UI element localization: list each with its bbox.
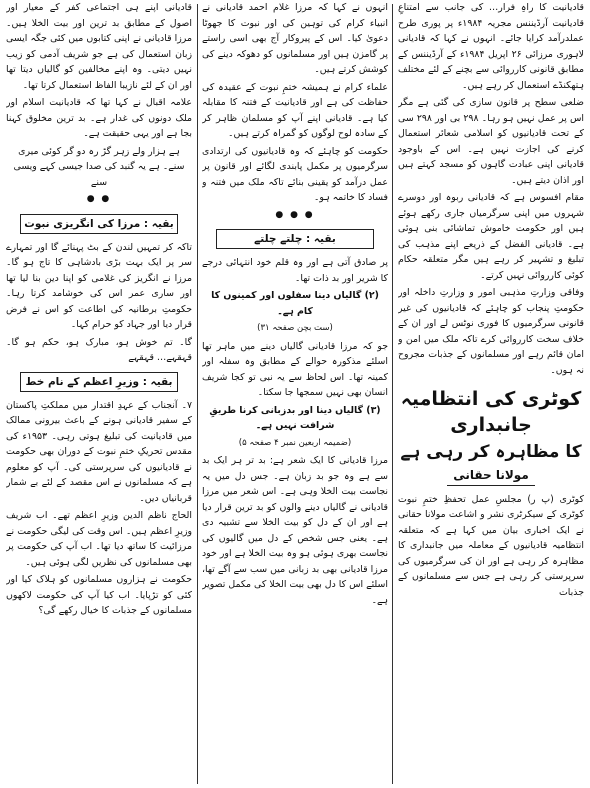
left-paragraph-1: قادیانی اپنے ہی اجتماعی کفر کے معیار اور اصول کے مطابق بد ترین اور بیت الخلا ہیں۔ مرزا قادیانی نے اپنی کتابوں میں کئی جگہ ایسی زبان استعمال کی ہے جو شریف آدمی کو زیب نہیں دیتی۔ وہ اپنے مخالفین کو گالیاں دیتا تھا اور ان کے لئے نازیبا الفاظ استعمال کرتا تھا۔ <box>6 2 192 91</box>
right-paragraph-5: کوٹری (پ ر) مجلسِ عمل تحفظِ ختمِ نبوت کوٹری کے سیکرٹری نشر و اشاعت مولانا حقانی نے ایک اخباری بیان میں کہا ہے کہ متعلقہ انتظامیہ قادیانیوں کے معاملہ میں جانبداری کا مظاہرہ کر رہی ہے اور ان کی سرگرمیوں کی سرپرستی کر رہی ہے جس سے مسلمانوں کے جذبات <box>398 493 584 598</box>
left-paragraph-3: تاکہ کر تمہیں لندن کے بٹ پہنائے گا اور تمہارے سر پر ایک بہت بڑی بادشاہی کا تاج ہو گا۔ مرزا نے انگریز کی غلامی کو اپنا دین بنا لیا تھا اور ساری عمر اس کی خوشامد کرتا رہا۔ حکومتِ برطانیہ کی اطاعت کو اس نے فرض قرار دیا اور جہاد کو حرام کہا۔ <box>6 241 192 330</box>
quote-2: (۲) گالیاں دینا سفلوں اور کمینوں کا کام ہے۔ <box>211 290 379 317</box>
reference-3: (ضمیمہ اربعین نمبر ۴ صفحہ ۵) <box>238 437 352 448</box>
middle-paragraph-2: علماء کرام نے ہمیشہ ختمِ نبوت کے عقیدہ کی حفاظت کی ہے اور قادیانیت کے فتنہ کا مقابلہ کیا ہے۔ قادیانی اپنے آپ کو مسلمان ظاہر کر کے سادہ لوح لوگوں کو گمراہ کرتے ہیں۔ <box>202 81 388 139</box>
left-paragraph-4: گا۔ تم خوش ہو، مبارک ہو، حکم ہو گا۔ قہقہے… قہقہے <box>6 336 192 363</box>
continued-box-chalte-chalte: بقیہ : چلتے چلتے <box>216 229 374 249</box>
continued-box-letter-to-pm: بقیہ : وزیرِ اعظم کے نام خط <box>20 372 178 392</box>
middle-paragraph-1: انہوں نے کہا کہ مرزا غلام احمد قادیانی نے انبیاء کرام کی توہین کی اور نبوت کا جھوٹا دعویٰ کیا۔ اس کے پیروکار آج بھی اسی راستے پر گامزن ہیں اور مسلمانوں کو دھوکہ دینے کی کوشش کرتے ہیں۔ <box>202 2 388 75</box>
quote-3: (۳) گالیاں دینا اور بدزبانی کرنا طریقِ شرافت نہیں ہے۔ <box>209 404 381 431</box>
column-left <box>6 0 192 788</box>
right-paragraph-3: مقام افسوس ہے کہ قادیانی ربوہ اور دوسرے شہروں میں اپنی سرگرمیاں جاری رکھے ہوئے ہیں اور حکومت خاموش تماشائی بنی ہوئی ہے۔ قادیانی الفضل کے ذریعے اپنے مذہب کی تبلیغ و تشہیر کر رہے ہیں مگر متعلقہ حکام کوئی کارروائی نہیں کرتے۔ <box>398 192 584 281</box>
column-middle <box>202 0 388 788</box>
reference-2: (ست بچن صفحہ ۳۱) <box>257 323 333 333</box>
middle-paragraph-4: پر صادق آتی ہے اور وہ قلم خود انتہائی درجے کا شریر اور بد ذات تھا۔ <box>202 257 388 284</box>
left-paragraph-5: ۷۔ آنجناب کے عہدِ اقتدار میں مملکتِ پاکستان کے سفیر قادیانی ہونے کے باعث بیرونی ممالک میں قادیانیت کی تبلیغ ہوتی رہی۔ ۱۹۵۳ء کی مقدس تحریکِ ختمِ نبوت کے دوران بھی حکومت نے قادیانیوں کی سرپرستی کی۔ آپ کو معلوم ہے کہ مسلمانوں نے اس مقصد کے لئے بے شمار قربانیاں دیں۔ <box>6 399 192 504</box>
column-divider-right <box>392 4 393 784</box>
middle-paragraph-6: مرزا قادیانی کا ایک شعر ہے: بد تر ہر ایک بد سے ہے وہ جو بد زبان ہے۔ جس دل میں یہ نجاست بیت الخلا وہی ہے۔ اس شعر میں مرزا قادیانی نے گالیاں دینے والوں کو بد ترین قرار دیا ہے اور ان کے دل کو بیت الخلا سے تشبیہ دی ہے۔ یعنی جس شخص کے دل میں گالیوں کی نجاست بھری ہوئی ہو وہ بیت الخلا ہے اور خود مرزا قادیانی بھی بد زبانی میں سب سے آگے تھا، اسلئے اس کا دل بھی بیت الخلا کی مکمل تصویر ہے۔ <box>202 455 388 606</box>
byline: مولانا حقانی <box>447 468 535 486</box>
verse: ہے ہزار ولے زہر گڑ رہ دو گر کوئی میری سنے۔ ہے یہ گنبد کی صدا جیسی کہے ویسی سنے <box>13 145 185 188</box>
middle-paragraph-3: حکومت کو چاہئے کہ وہ قادیانیوں کی ارتدادی سرگرمیوں پر مکمل پابندی لگائے اور قانون پر عمل درآمد کو یقینی بنائے تاکہ ملک میں فتنہ و فساد کا خاتمہ ہو۔ <box>202 145 388 203</box>
headline-line-1: کوٹری کی انتظامیہ جانبداری <box>400 388 582 436</box>
middle-paragraph-5: جو کہ مرزا قادیانی گالیاں دینے میں ماہر تھا اسلئے مذکورہ حوالے کے مطابق وہ سفلہ اور کمینہ تھا۔ اس لحاظ سے یہ نبی تو کجا شریف انسان بھی نہیں سمجھا جا سکتا۔ <box>202 340 388 398</box>
separator-stars: ● ● <box>86 194 112 204</box>
left-paragraph-7: حکومت نے ہزاروں مسلمانوں کو ہلاک کیا اور کئی کو تڑپایا۔ اب کیا آپ کی حکومت لاکھوں مسلمانوں کے جذبات کا خیال رکھے گی؟ <box>6 574 192 616</box>
right-paragraph-1: قادیانیت کا راہِ فرار… کی جانب سے امتناعِ قادیانیت آرڈیننس مجریہ ۱۹۸۴ء پر پوری طرح عملدرآمد کرایا جائے۔ انہوں نے کہا کہ قادیانی لاہوری مرزائی ۲۶ اپریل ۱۹۸۴ء کے آرڈیننس کے مطابق قانونی کارروائی سے بچنے کے لئے مختلف ہتھکنڈے استعمال کر رہے ہیں۔ <box>398 2 584 91</box>
separator-stars: ● ● ● <box>275 209 315 220</box>
left-paragraph-6: الحاج ناظم الدین وزیرِ اعظم تھے۔ اب شریف وزیرِ اعظم ہیں۔ اس وقت کی لیگی حکومت نے مرزائیت کا ساتھ دیا تھا۔ اب آپ کی حکومت پر بھی مسلمانوں کی نظریں لگی ہوئی ہیں۔ <box>6 510 192 568</box>
right-paragraph-4: وفاقی وزارتِ مذہبی امور و وزارتِ داخلہ اور حکومتِ پنجاب کو چاہئے کہ قادیانیوں کی غیر قانونی سرگرمیوں کا فوری نوٹس لے اور ان کے خلاف سخت کارروائی کرے تاکہ ملک میں امن و امان قائم رہے اور مسلمانوں کے جذبات مجروح نہ ہوں۔ <box>398 287 584 376</box>
continued-box-english-prophethood: بقیہ : مرزا کی انگریزی نبوت <box>20 214 178 234</box>
right-paragraph-2: ضلعی سطح پر قانون سازی کی گئی ہے مگر اس پر عمل نہیں ہو رہا۔ ۲۹۸ بی اور ۲۹۸ سی کے تحت قادیانیوں کو اسلامی شعائر استعمال کرنے کی اجازت نہیں ہے۔ اس کے باوجود قادیانی اپنی عبادت گاہوں کو مسجد کہتے ہیں اور اذان دیتے ہیں۔ <box>398 97 584 186</box>
left-paragraph-2: علامہ اقبال نے کہا تھا کہ قادیانیت اسلام اور ملک دونوں کی غدار ہے۔ بد ترین مخلوق کہنا بجا ہے اور یہی حقیقت ہے۔ <box>6 97 192 139</box>
column-divider-left <box>197 4 198 784</box>
headline-line-2: کا مظاہرہ کر رہی ہے <box>400 442 582 462</box>
column-right <box>398 0 584 788</box>
